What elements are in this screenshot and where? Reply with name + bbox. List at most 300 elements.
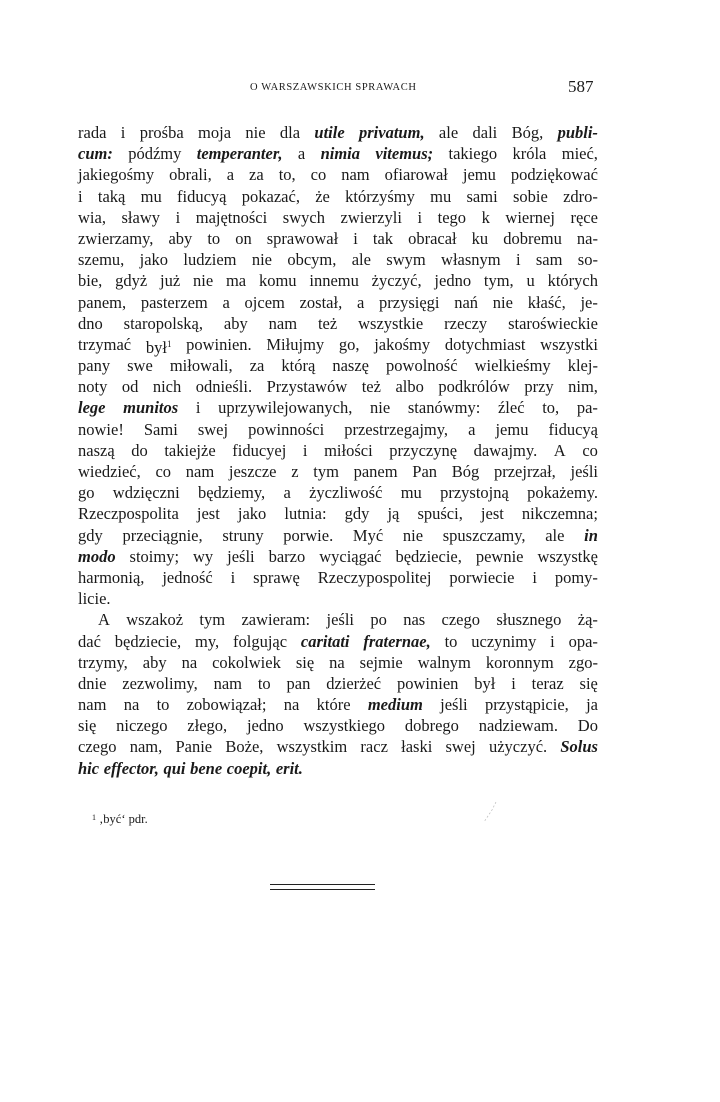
word: fiducyą (177, 186, 227, 206)
word: dzierżeć (326, 673, 382, 693)
word: źleć (497, 398, 525, 418)
word: życzliwość (309, 483, 383, 503)
word: nikczemna; (521, 504, 598, 524)
word: pódźmy (128, 144, 182, 164)
word: zawieram: (241, 610, 311, 630)
text-line (78, 588, 598, 609)
latin-phrase-word: temperanter, (196, 144, 283, 164)
word: przyczynę (389, 440, 458, 460)
word: pany (78, 356, 111, 376)
word: żą- (577, 610, 598, 630)
word: i (417, 207, 423, 227)
word: i (302, 440, 308, 460)
word: to, (542, 398, 560, 418)
text-line (78, 758, 598, 779)
word: innemu (309, 271, 359, 291)
word: i (550, 631, 555, 651)
word: takiego (448, 144, 498, 164)
word: na- (576, 228, 598, 248)
word: jeśli (440, 695, 468, 715)
footnote-text: ‚być‘ pdr. (96, 812, 148, 826)
word: to, (278, 165, 296, 185)
word: nam (213, 673, 242, 693)
word: jakiegośmy (78, 165, 155, 185)
word: czego (78, 737, 117, 757)
word: jeśli (227, 546, 255, 566)
word: moja (198, 123, 232, 142)
latin-phrase-word: modo (78, 546, 116, 566)
latin-phrase-word: in (584, 525, 598, 545)
word: ku (471, 228, 489, 248)
closing-rule-top (270, 884, 375, 885)
word: nas (403, 610, 426, 630)
word: wiedzieć, (78, 462, 141, 481)
word: uczynimy (471, 631, 537, 651)
word: A (98, 610, 110, 630)
word: panem (353, 462, 398, 481)
word: spuszczamy, (442, 525, 526, 545)
text-line (78, 461, 598, 482)
word: go (78, 483, 95, 503)
word: co (582, 440, 598, 460)
text-line (78, 313, 598, 334)
text-line (78, 631, 598, 652)
word: nam (78, 695, 107, 715)
word: panem, (78, 292, 127, 312)
word: komu (258, 271, 297, 291)
word: zobowiązał; (186, 695, 267, 715)
word: przystąpicie, (484, 695, 569, 715)
word: so- (577, 250, 598, 270)
word: gdyż (115, 271, 148, 291)
latin-phrase-word: bene (190, 758, 223, 778)
word: ofiarował (384, 165, 448, 185)
word: pewnie (475, 546, 524, 566)
latin-phrase-word: cum: (78, 144, 113, 164)
word: wy (193, 546, 214, 566)
word: go, (338, 334, 360, 354)
word: też (317, 313, 338, 333)
word: sam (535, 250, 563, 270)
page-number: 587 (568, 77, 594, 96)
text-line (78, 334, 598, 355)
word: powolność (386, 356, 458, 376)
word: pomy- (554, 567, 598, 587)
word: a (222, 292, 230, 312)
word: odnieśli. (195, 377, 253, 397)
latin-phrase-word: utile (314, 123, 345, 142)
latin-phrase-word: privatum, (359, 123, 425, 142)
text-line (78, 249, 598, 270)
word: wyciągać (319, 546, 382, 566)
word: którzyśmy (345, 186, 415, 206)
word: ale (545, 525, 565, 545)
body-text (78, 122, 598, 779)
word: wszystkie (358, 313, 424, 333)
word: sobie (512, 186, 548, 206)
word: naszę (332, 356, 369, 376)
latin-phrase-word: publi- (557, 123, 598, 142)
word: tym (199, 610, 226, 630)
latin-phrase-word: lege (78, 398, 106, 418)
word: przeciągnie, (122, 525, 203, 545)
word: jako (237, 504, 267, 524)
text-line (78, 355, 598, 376)
word: noty (78, 377, 108, 397)
latin-phrase-word: fraternae, (363, 631, 431, 651)
word: jedno (434, 271, 472, 291)
word: jakośmy (374, 334, 431, 354)
word: będziecie, (395, 546, 462, 566)
word: porwiecie (449, 567, 515, 587)
word: powinności (248, 419, 325, 439)
word: Przystawów (266, 377, 348, 397)
latin-phrase-word: medium (367, 695, 423, 715)
word: dobrego (404, 716, 459, 736)
word: bie, (78, 271, 103, 291)
text-line (78, 122, 598, 143)
word: jako (139, 250, 169, 270)
word: dawajmy. (473, 440, 538, 460)
word: jest (196, 504, 220, 524)
word: nowie! (78, 419, 124, 439)
word: pasterzem (140, 292, 208, 312)
word: ręce (570, 207, 598, 227)
footnote-marker: 1 (92, 813, 96, 822)
word: kłaść, (527, 292, 566, 312)
text-line (78, 270, 598, 291)
word: powinien. (186, 334, 252, 354)
word: złego, (187, 716, 228, 736)
word: został, (299, 292, 343, 312)
word: przestrzegajmy, (344, 419, 449, 439)
word: on (235, 228, 252, 248)
word: co (155, 462, 172, 481)
word: tego (437, 207, 467, 227)
word: życzyć, (371, 271, 422, 291)
word: własnym (441, 250, 501, 270)
word: za (249, 356, 265, 376)
word: i (230, 567, 236, 587)
word: Do (577, 716, 598, 736)
word: nie (192, 271, 214, 291)
word: a (226, 165, 235, 185)
word: teraz (531, 673, 564, 693)
word: mu (430, 186, 452, 206)
word: rada (78, 123, 107, 142)
word: zwierzyli (340, 207, 402, 227)
word: u (526, 271, 535, 291)
text-line (78, 482, 598, 503)
word: i (515, 250, 521, 270)
word: nadziewam. (478, 716, 558, 736)
word: majętności (195, 207, 268, 227)
word: zwierzamy, (78, 228, 154, 248)
closing-rule-bottom (270, 889, 375, 890)
word: je- (580, 292, 598, 312)
word: miłości (324, 440, 373, 460)
latin-phrase-word: munitos (123, 398, 179, 418)
word: sprawę (253, 567, 300, 587)
word: my, (195, 631, 220, 651)
word: za (249, 165, 264, 185)
word: licie. (78, 589, 111, 609)
word: jeśli (570, 462, 598, 481)
text-line (78, 376, 598, 397)
word: ją (387, 504, 400, 524)
text-line (78, 397, 598, 418)
word: się (78, 716, 97, 736)
word: a (297, 144, 306, 164)
word: trzymy, (78, 652, 128, 672)
word: jedność (162, 567, 213, 587)
word: sami (466, 186, 498, 206)
word: taką (97, 186, 126, 206)
word: wszystkiego (303, 716, 386, 736)
word: co (310, 165, 327, 185)
word: jeszcze (228, 462, 277, 481)
word: gdy (78, 525, 103, 545)
word: dali (472, 123, 498, 142)
word: a (356, 292, 365, 312)
word: nim, (568, 377, 598, 397)
word: nam, (129, 737, 163, 757)
word: nie (245, 123, 266, 142)
word: nie (402, 525, 424, 545)
word: swe (127, 356, 153, 376)
word: Panie (175, 737, 213, 757)
word: był (145, 337, 167, 357)
word: albo (395, 377, 424, 397)
word: które (316, 695, 351, 715)
word: barzo (268, 546, 306, 566)
word: nam (185, 462, 215, 481)
word: pan (286, 673, 311, 693)
word: tym (313, 462, 339, 481)
text-line (78, 609, 598, 630)
word: to (444, 631, 458, 651)
word: przysięgi (379, 292, 440, 312)
word: i (195, 398, 201, 418)
word: racz (360, 737, 388, 757)
word: wszakoż (126, 610, 184, 630)
word: aby (223, 313, 248, 333)
word: przystojną (440, 483, 509, 503)
latin-phrase-word: effector, (103, 758, 159, 778)
word: to (156, 695, 170, 715)
word: fiducyą (548, 419, 598, 439)
word: staropolską, (123, 313, 203, 333)
word: że (315, 186, 330, 206)
word: ojcem (244, 292, 285, 312)
text-line (78, 143, 598, 164)
word: jemu (495, 419, 529, 439)
word: harmonią, (78, 567, 145, 587)
footnote-reference: 1 (166, 338, 172, 349)
word: był (474, 673, 496, 693)
text-line (78, 440, 598, 461)
word: stoimy; (129, 546, 180, 566)
word: podkrólów (438, 377, 510, 397)
word: sprawował (266, 228, 339, 248)
word: i (78, 186, 83, 206)
word: a (283, 483, 291, 503)
word: folgując (233, 631, 288, 651)
word: i (120, 123, 126, 142)
word: po (370, 610, 387, 630)
word: do (131, 440, 148, 460)
word: mieć, (561, 144, 598, 164)
word: prośba (139, 123, 184, 142)
word: ale (351, 250, 371, 270)
word: wszystkę (537, 546, 598, 566)
word: walnym (417, 652, 471, 672)
word: obracał (408, 228, 457, 248)
word: jest (480, 504, 504, 524)
word: dnie (78, 673, 107, 693)
word: swej (445, 737, 476, 757)
word: staroświeckie (508, 313, 598, 333)
word: tak (372, 228, 394, 248)
word: dla (279, 123, 301, 142)
word: to (257, 673, 271, 693)
word: czego (441, 610, 481, 630)
word: opa- (568, 631, 598, 651)
word: zezwolimy, (122, 673, 198, 693)
word: powinien (396, 673, 459, 693)
word: swych (282, 207, 325, 227)
text-line (78, 546, 598, 567)
word: i (175, 207, 181, 227)
word: cokolwiek (212, 652, 281, 672)
word: wszystki (540, 334, 598, 354)
word: wdzięczni (112, 483, 180, 503)
word: obcym, (287, 250, 337, 270)
word: uprzywilejowanych, (218, 398, 353, 418)
word: wielkieśmy (474, 356, 551, 376)
word: też (361, 377, 381, 397)
word: nie (251, 250, 273, 270)
word: zdro- (563, 186, 598, 206)
word: dać (78, 631, 101, 651)
word: już (160, 271, 181, 291)
word: ludziem (183, 250, 237, 270)
word: nich (152, 377, 182, 397)
word: i (532, 567, 537, 587)
word: Myć (352, 525, 384, 545)
running-head: O WARSZAWSKICH SPRAWACH (250, 82, 417, 93)
word: k (481, 207, 490, 227)
latin-phrase-word: hic (78, 758, 100, 778)
word: będziemy, (197, 483, 266, 503)
word: pokazać, (241, 186, 300, 206)
word: to (207, 228, 221, 248)
latin-phrase-word: nimia (320, 144, 360, 164)
word: słusznego (496, 610, 562, 630)
word: Rzeczypospolitej (317, 567, 432, 587)
word: na (181, 652, 198, 672)
text-line (78, 673, 598, 694)
word: swym (386, 250, 426, 270)
word: lutnia: (284, 504, 327, 524)
latin-phrase-word: Solus (560, 737, 598, 757)
word: stanówmy: (407, 398, 481, 418)
word: sławy (121, 207, 161, 227)
text-line (78, 694, 598, 715)
text-line (78, 207, 598, 228)
word: wszystkim (276, 737, 348, 757)
word: Bóg (451, 462, 480, 481)
text-line (78, 164, 598, 185)
latin-phrase-word: caritati (300, 631, 350, 651)
text-line (78, 567, 598, 588)
word: wiernej (505, 207, 555, 227)
word: fiducyej (232, 440, 287, 460)
word: Miłujmy (266, 334, 325, 354)
word: trzymać (78, 334, 132, 354)
word: dobremu (503, 228, 562, 248)
word: się (579, 673, 598, 693)
word: mu (140, 186, 162, 206)
word: sejmie (359, 652, 403, 672)
text-line (78, 228, 598, 249)
word: pokażemy. (527, 483, 598, 503)
word: aby (142, 652, 167, 672)
word: których (547, 271, 598, 291)
word: a (468, 419, 476, 439)
word: A (553, 440, 566, 460)
paper-mark-decoration (482, 800, 498, 824)
word: nam (341, 165, 370, 185)
text-line (78, 525, 598, 546)
word: pa- (576, 398, 598, 418)
word: nań (454, 292, 479, 312)
word: klej- (567, 356, 598, 376)
word: naszą (78, 440, 115, 460)
word: nie (492, 292, 513, 312)
word: swej (197, 419, 229, 439)
word: Bóg, (511, 123, 544, 142)
word: na (123, 695, 140, 715)
word: wia, (78, 207, 106, 227)
latin-phrase-word: erit. (275, 758, 303, 778)
word: jedno (246, 716, 284, 736)
word: i (511, 673, 516, 693)
word: Boże, (225, 737, 264, 757)
word: króla (512, 144, 547, 164)
word: porwie. (283, 525, 334, 545)
word: podziękować (510, 165, 598, 185)
word: obrali, (169, 165, 212, 185)
word: jeśli (326, 610, 354, 630)
word: miłowali, (169, 356, 233, 376)
latin-phrase-word: qui (163, 758, 186, 778)
word: struny (222, 525, 264, 545)
word: gdy (344, 504, 370, 524)
word: szemu, (78, 250, 125, 270)
word: dotychmiast (444, 334, 526, 354)
word: będziecie, (114, 631, 182, 651)
word: którą (281, 356, 316, 376)
word: ja (586, 695, 598, 715)
word: jemu (462, 165, 496, 185)
word: Sami (143, 419, 178, 439)
text-line (78, 186, 598, 207)
text-line (78, 736, 598, 757)
word: koronnym (485, 652, 554, 672)
word: i (353, 228, 358, 248)
footnote (92, 812, 148, 827)
